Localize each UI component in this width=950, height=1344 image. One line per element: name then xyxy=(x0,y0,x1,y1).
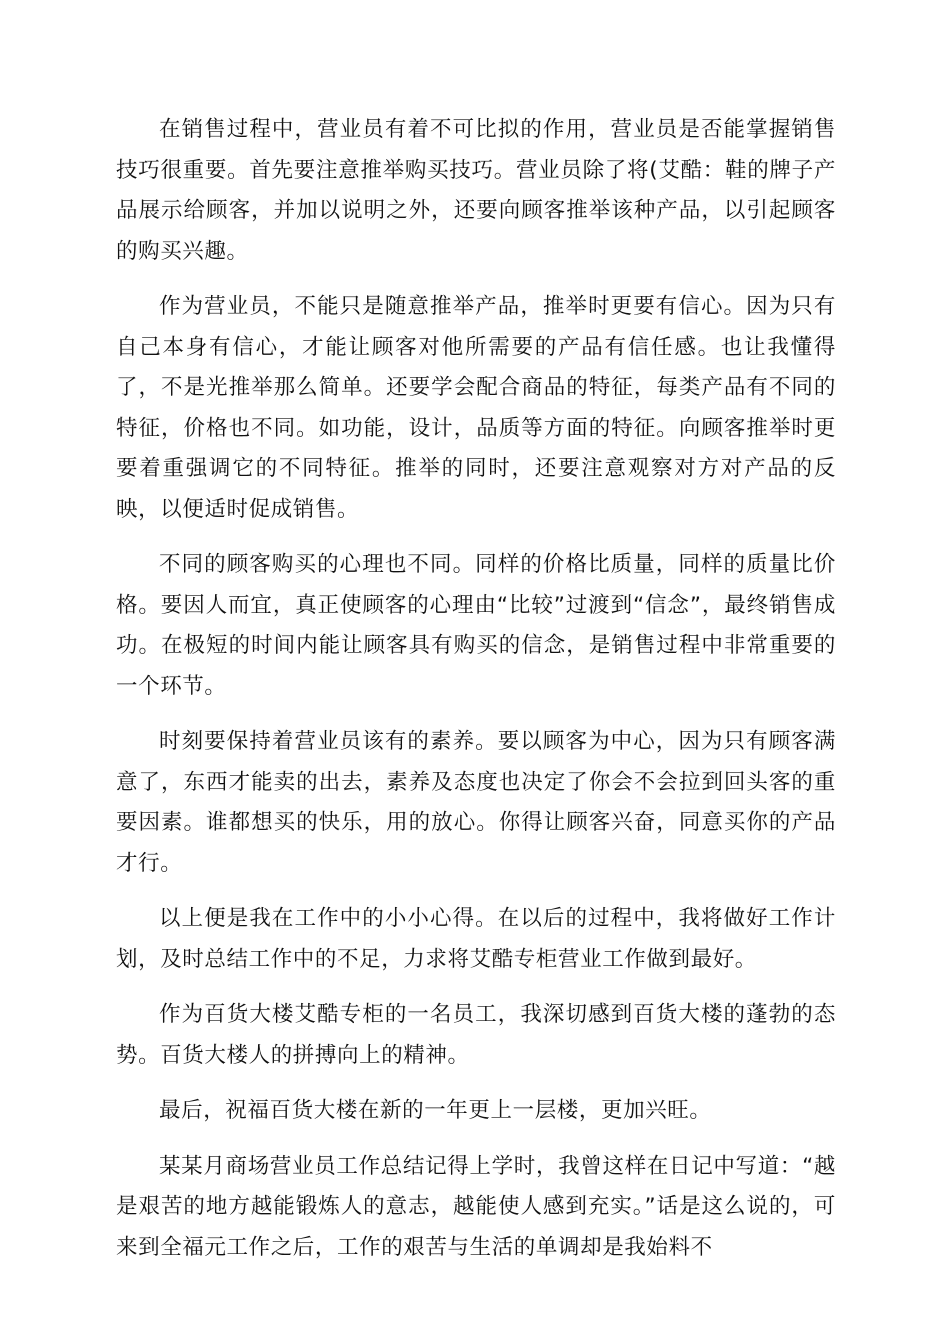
paragraph-customer-psychology: 不同的顾客购买的心理也不同。同样的价格比质量，同样的质量比价格。要因人而宜，真正使顾客的心理由“比较”过渡到“信念”，最终销售成功。在极短的时间内能让顾客具有购买的信念，是销售过程中非常重要的一个环节。 xyxy=(116,552,836,699)
paragraph-blessing: 最后，祝福百货大楼在新的一年更上一层楼，更加兴旺。 xyxy=(159,1098,712,1123)
paragraph-second-summary: 某某月商场营业员工作总结记得上学时，我曾这样在日记中写道：“越是艰苦的地方越能锻炼人的意志，越能使人感到充实。”话是这么说的，可来到全福元工作之后，工作的艰苦与生活的单调却是我始料不 xyxy=(116,1153,836,1260)
paragraph-confidence: 作为营业员，不能只是随意推举产品，推举时更要有信心。因为只有自己本身有信心，才能让顾客对他所需要的产品有信任感。也让我懂得了，不是光推举那么简单。还要学会配合商品的特征，每类产品有不同的特征，价格也不同。如功能，设计，品质等方面的特征。向顾客推举时更要着重强调它的不同特征。推举的同时，还要注意观察对方对产品的反映，以便适时促成销售。 xyxy=(116,294,836,522)
paragraph-professionalism: 时刻要保持着营业员该有的素养。要以顾客为中心，因为只有顾客满意了，东西才能卖的出去，素养及态度也决定了你会不会拉到回头客的重要因素。谁都想买的快乐，用的放心。你得让顾客兴奋，同意买你的产品才行。 xyxy=(116,729,836,876)
document-body xyxy=(116,110,836,1283)
paragraph-employee: 作为百货大楼艾酷专柜的一名员工，我深切感到百货大楼的蓬勃的态势。百货大楼人的拼搏向上的精神。 xyxy=(116,1002,836,1068)
paragraph-sales-skills: 在销售过程中，营业员有着不可比拟的作用，营业员是否能掌握销售技巧很重要。首先要注意推举购买技巧。营业员除了将(艾酷：鞋的牌子产品展示给顾客，并加以说明之外，还要向顾客推举该种产品，以引起顾客的购买兴趣。 xyxy=(116,117,836,264)
paragraph-summary: 以上便是我在工作中的小小心得。在以后的过程中，我将做好工作计划，及时总结工作中的不足，力求将艾酷专柜营业工作做到最好。 xyxy=(116,906,836,972)
